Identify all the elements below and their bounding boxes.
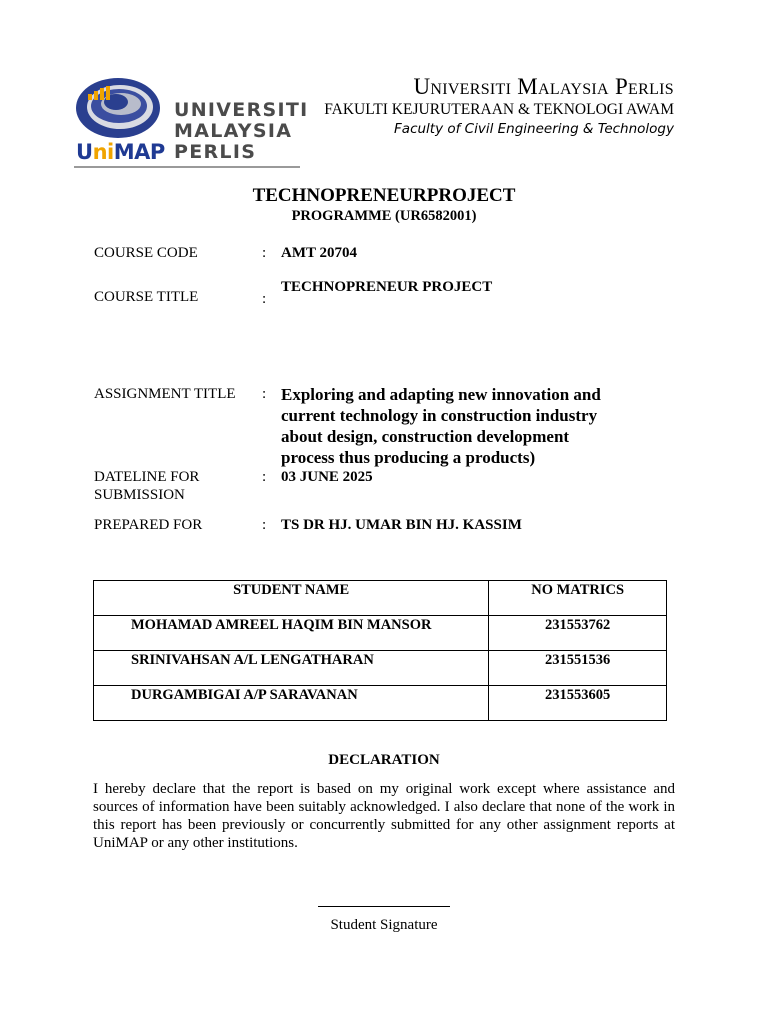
logo-brand-unimap <box>76 142 165 163</box>
logo-brand-map: MAP <box>113 140 165 164</box>
declaration-text: I hereby declare that the report is based on my original work except where assistance and sources of information have been suitably acknowledged. I also declare that none of the work in this report has been previously or concurrently submitted for any other assignment reports at UniMAP or any other institutions. <box>93 781 675 851</box>
assignment-title-line: process thus producing a products) <box>281 448 536 467</box>
logo-brand-ni: ni <box>92 140 114 164</box>
table-header-row <box>94 581 667 616</box>
prepared-for-value: TS DR HJ. UMAR BIN HJ. KASSIM <box>281 517 522 533</box>
programme-code: PROGRAMME (UR6582001) <box>291 208 477 224</box>
table-row <box>94 616 667 651</box>
student-name-cell: MOHAMAD AMREEL HAQIM BIN MANSOR <box>94 616 489 651</box>
student-name-header: STUDENT NAME <box>94 581 489 616</box>
dateline-label-line: DATELINE FOR <box>94 469 200 485</box>
matrics-header: NO MATRICS <box>489 581 667 616</box>
dateline-label-line: SUBMISSION <box>94 487 185 503</box>
colon-separator: : <box>262 245 267 261</box>
matrics-cell: 231553605 <box>489 686 667 721</box>
signature-label: Student Signature <box>330 917 438 933</box>
assignment-title-label: ASSIGNMENT TITLE <box>94 386 236 402</box>
course-title-label: COURSE TITLE <box>94 289 199 305</box>
dateline-label <box>94 468 199 504</box>
logo-text-perlis: PERLIS <box>174 141 257 163</box>
logo-underline <box>74 166 300 168</box>
colon-separator: : <box>262 291 267 307</box>
document-title: TECHNOPRENEURPROJECT <box>252 185 516 206</box>
declaration-heading: DECLARATION <box>328 752 440 768</box>
course-title-value: TECHNOPRENEUR PROJECT <box>281 279 493 295</box>
matrics-cell: 231553762 <box>489 616 667 651</box>
colon-separator: : <box>262 517 267 533</box>
colon-separator: : <box>262 469 267 485</box>
logo-text-malaysia: MALAYSIA <box>174 120 293 142</box>
signature-line <box>318 906 450 907</box>
course-code-value: AMT 20704 <box>281 245 357 261</box>
dateline-value: 03 JUNE 2025 <box>281 469 373 485</box>
student-table <box>93 580 667 721</box>
unimap-emblem-icon <box>74 74 174 146</box>
table-row <box>94 651 667 686</box>
assignment-title-value <box>281 384 641 468</box>
faculty-name-english: Faculty of Civil Engineering & Technology <box>394 121 674 137</box>
assignment-title-line: Exploring and adapting new innovation and <box>281 385 601 404</box>
university-name: Universiti Malaysia Perlis <box>413 74 674 99</box>
table-row <box>94 686 667 721</box>
assignment-title-line: current technology in construction industry <box>281 406 598 425</box>
unimap-logo <box>74 74 309 170</box>
logo-brand-u: U <box>76 140 93 164</box>
student-name-cell: DURGAMBIGAI A/P SARAVANAN <box>94 686 489 721</box>
faculty-name-malay: FAKULTI KEJURUTERAAN & TEKNOLOGI AWAM <box>324 101 674 118</box>
student-name-cell: SRINIVAHSAN A/L LENGATHARAN <box>94 651 489 686</box>
assignment-title-line: about design, construction development <box>281 427 570 446</box>
prepared-for-label: PREPARED FOR <box>94 517 203 533</box>
course-code-label: COURSE CODE <box>94 245 198 261</box>
matrics-cell: 231551536 <box>489 651 667 686</box>
colon-separator: : <box>262 386 267 402</box>
logo-text-universiti: UNIVERSITI <box>174 99 309 121</box>
